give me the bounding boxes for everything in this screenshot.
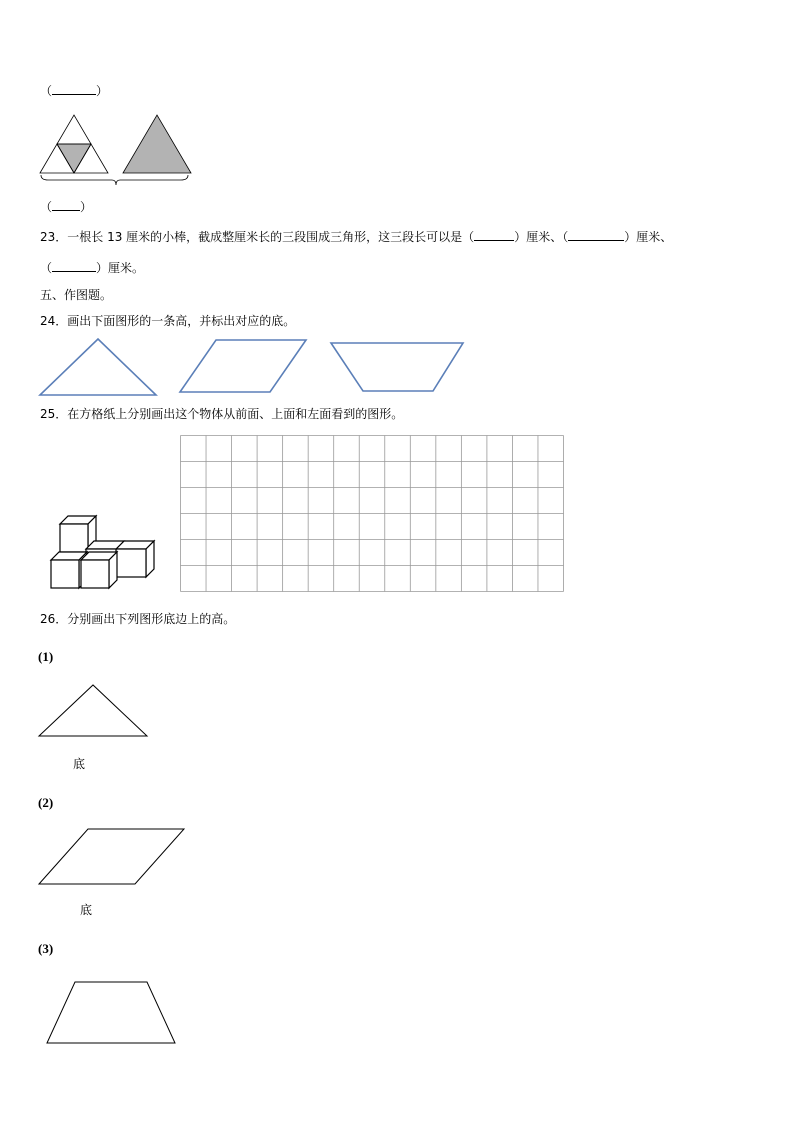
part-2-base-label: 底 — [80, 903, 93, 917]
q24-shapes — [36, 336, 476, 398]
q24-parallelogram — [180, 340, 306, 392]
part-3-trapezoid — [44, 979, 178, 1047]
question-24: 24．画出下面图形的一条高，并标出对应的底。 — [40, 314, 296, 328]
grid-paper[interactable] — [180, 435, 564, 593]
part-2-label: (2) — [38, 795, 54, 810]
question-number: 23． — [40, 230, 68, 244]
part-2-parallelogram — [36, 826, 188, 888]
question-26: 26．分别画出下列图形底边上的高。 — [40, 612, 236, 626]
q24-triangle — [40, 339, 156, 395]
question-number: 25． — [40, 407, 68, 421]
brace — [41, 175, 188, 185]
question-number: 24． — [40, 314, 68, 328]
question-25: 25．在方格纸上分别画出这个物体从前面、上面和左面看到的图形。 — [40, 407, 404, 421]
part-3-label: (3) — [38, 941, 54, 956]
question-23: 23．一根长 13 厘米的小棒，截成整厘米长的三段围成三角形，这三段长可以是（ ）厘米、（ ）厘米、 — [40, 230, 673, 244]
question-number: 26． — [40, 612, 68, 626]
answer-blank-2[interactable] — [568, 229, 624, 241]
section-title: 五、作图题。 — [40, 288, 113, 302]
right-shaded-triangle — [123, 115, 191, 173]
q24-trapezoid — [331, 343, 463, 391]
part-1-label: (1) — [38, 649, 54, 664]
blank-line — [52, 83, 96, 95]
answer-blank-1[interactable] — [474, 229, 514, 241]
answer-blank-3[interactable] — [52, 260, 96, 272]
part-1-base-label: 底 — [73, 757, 86, 771]
blank-line — [52, 199, 80, 211]
question-23-line2: （ ）厘米。 — [40, 261, 145, 275]
cube-object-figure — [48, 512, 160, 592]
answer-blank-top[interactable]: （ ） — [40, 84, 109, 98]
part-1-triangle — [36, 682, 152, 740]
triangle-comparison-figure — [36, 112, 196, 192]
answer-blank-triangle[interactable]: （ ） — [40, 200, 93, 214]
